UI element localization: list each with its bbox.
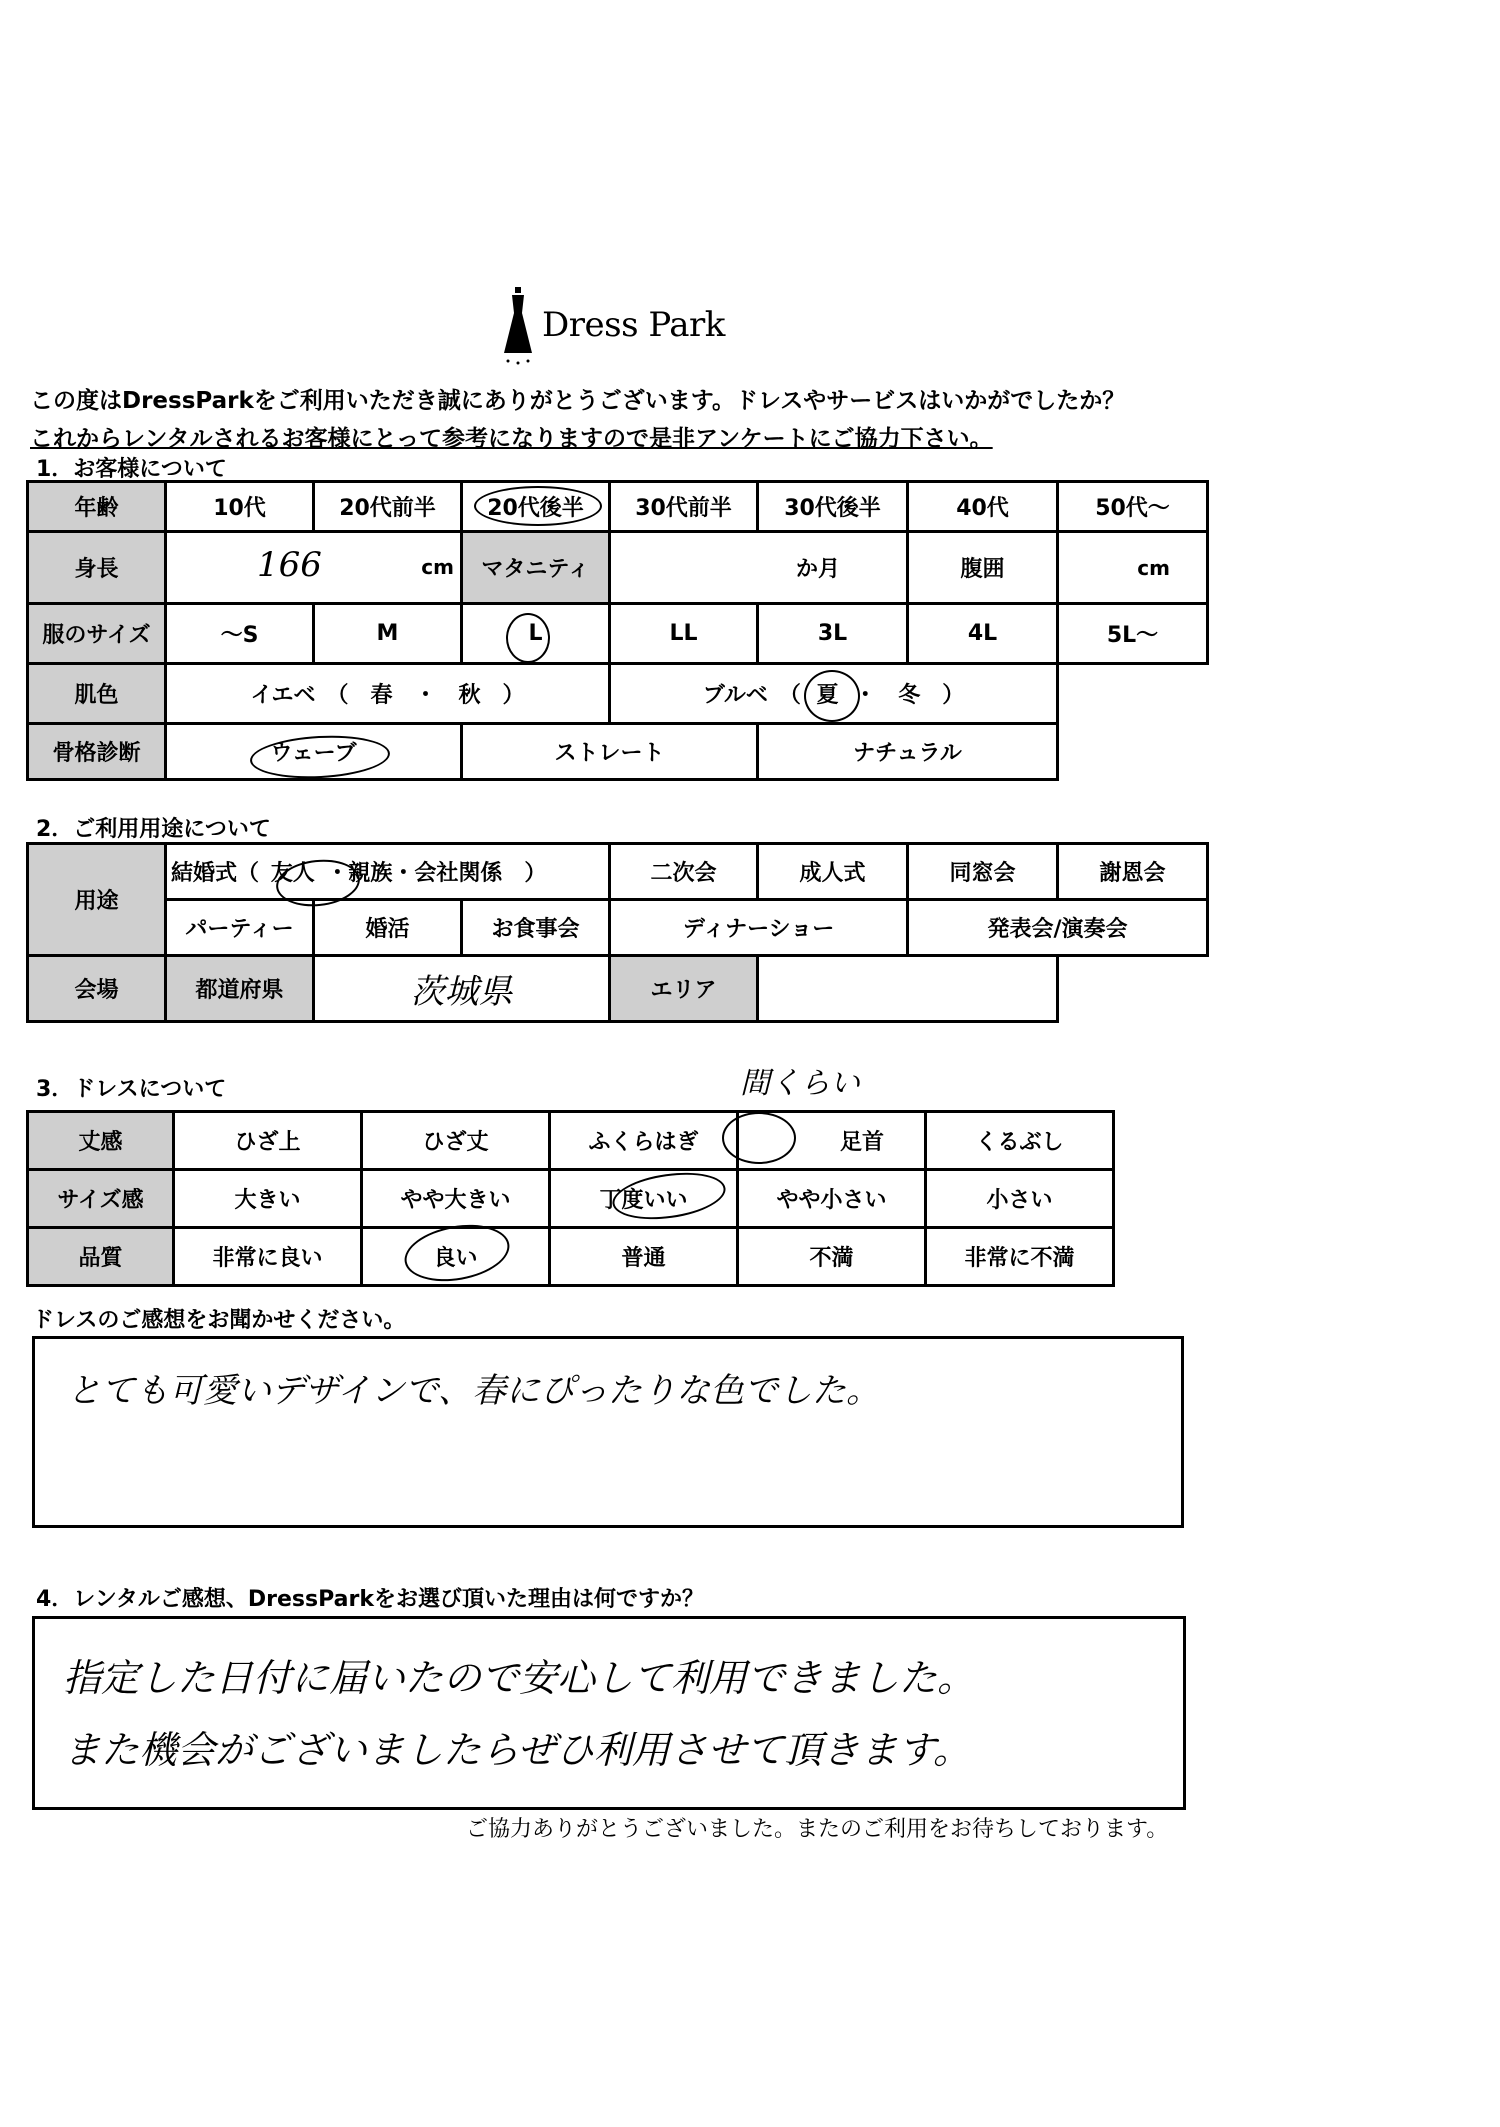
purpose-table [26,842,1209,1023]
purpose-option[interactable]: 同窓会 [908,844,1058,900]
length-option[interactable]: ひざ丈 [362,1112,550,1170]
age-option[interactable]: 40代 [908,482,1058,532]
age-option-selected[interactable]: 20代後半 [462,482,610,532]
impression-text: とても可愛いデザインで、春にぴったりな色でした。 [67,1371,880,1411]
maternity-months[interactable]: か月 [610,532,908,604]
fit-option[interactable]: やや小さい [738,1170,926,1228]
quality-option[interactable]: 不満 [738,1228,926,1286]
reason-line-1: 指定した日付に届いたので安心して利用できました。 [63,1656,976,1700]
size-label: 服のサイズ [28,604,166,664]
reason-line-2: また機会がございましたらぜひ利用させて頂きます。 [63,1728,971,1772]
section2-title: 2．ご利用用途について [36,817,271,842]
purpose-option[interactable]: 発表会/演奏会 [908,900,1208,956]
quality-option-selected[interactable]: 良い [362,1228,550,1286]
maternity-label: マタニティ [462,532,610,604]
frame-option[interactable]: ナチュラル [758,724,1058,780]
intro-line-2: これからレンタルされるお客様にとって参考になりますので是非アンケートにご協力下さい。 [30,426,993,452]
section3-title: 3．ドレスについて [36,1077,227,1102]
purpose-option[interactable]: パーティー [166,900,314,956]
intro-line-1: この度はDressParkをご利用いただき誠にありがとうございます。ドレスやサービスはいかがでしたか？ [30,388,1126,414]
skin-yellow[interactable]: イエベ （ 春 ・ 秋 ） [166,664,610,724]
dresspark-logo [498,283,748,373]
dress-icon [498,283,538,373]
length-option[interactable]: くるぶし [926,1112,1114,1170]
purpose-option[interactable]: お食事会 [462,900,610,956]
age-option[interactable]: 30代前半 [610,482,758,532]
purpose-option[interactable]: 成人式 [758,844,908,900]
frame-option[interactable]: ストレート [462,724,758,780]
frame-label: 骨格診断 [28,724,166,780]
dress-table [26,1110,1115,1287]
footer-thanks: ご協力ありがとうございました。またのご利用をお待ちしております。 [466,1817,1169,1842]
size-option-selected[interactable]: L [462,604,610,664]
fit-option[interactable]: 小さい [926,1170,1114,1228]
venue-label: 会場 [28,956,166,1022]
purpose-label: 用途 [28,844,166,956]
height-value: 166 [257,545,322,585]
length-option[interactable]: ひざ上 [174,1112,362,1170]
length-option[interactable]: 足首 [738,1112,926,1170]
skin-blue-suffix: ・ 冬 ） [854,683,965,708]
wedding-friend: 友人 [270,861,315,886]
size-option[interactable]: 3L [758,604,908,664]
length-label: 丈感 [28,1112,174,1170]
prefecture-label: 都道府県 [166,956,314,1022]
length-note: 間くらい [740,1066,860,1101]
wedding-suffix: ・親族・会社関係 ） [326,861,547,886]
age-option[interactable]: 30代後半 [758,482,908,532]
length-option[interactable]: ふくらはぎ [550,1112,738,1170]
size-option[interactable]: LL [610,604,758,664]
wedding-prefix: 結婚式（ [171,861,260,886]
size-option[interactable]: 5L～ [1058,604,1208,664]
purpose-option[interactable]: 二次会 [610,844,758,900]
quality-option[interactable]: 非常に不満 [926,1228,1114,1286]
age-option[interactable]: 20代前半 [314,482,462,532]
impression-box[interactable] [32,1336,1184,1528]
age-option[interactable]: 50代～ [1058,482,1208,532]
area-label: エリア [610,956,758,1022]
waist-label: 腹囲 [908,532,1058,604]
fit-option-selected[interactable]: 丁度いい [550,1170,738,1228]
size-option[interactable]: ～S [166,604,314,664]
logo-text: Dress Park [542,305,725,345]
quality-option[interactable]: 普通 [550,1228,738,1286]
purpose-option[interactable]: 婚活 [314,900,462,956]
fit-option[interactable]: 大きい [174,1170,362,1228]
size-option[interactable]: 4L [908,604,1058,664]
fit-label: サイズ感 [28,1170,174,1228]
purpose-option[interactable]: ディナーショー [610,900,908,956]
section4-title: 4．レンタルご感想、DressParkをお選び頂いた理由は何ですか？ [36,1587,704,1612]
customer-table [26,480,1209,781]
purpose-wedding[interactable] [166,844,610,900]
height-label: 身長 [28,532,166,604]
skin-label: 肌色 [28,664,166,724]
age-option[interactable]: 10代 [166,482,314,532]
section1-title: 1．お客様について [36,457,227,482]
area-field[interactable] [758,956,1058,1022]
skin-blue[interactable] [610,664,1058,724]
prefecture-field[interactable] [314,956,610,1022]
reason-box[interactable] [32,1616,1186,1810]
height-unit: cm [421,555,454,579]
skin-blue-summer: 夏 [816,683,839,708]
impression-prompt: ドレスのご感想をお聞かせください。 [32,1308,406,1333]
size-option[interactable]: M [314,604,462,664]
prefecture-value: 茨城県 [410,972,513,1012]
fit-option[interactable]: やや大きい [362,1170,550,1228]
purpose-option[interactable]: 謝恩会 [1058,844,1208,900]
quality-option[interactable]: 非常に良い [174,1228,362,1286]
frame-option-selected[interactable]: ウェーブ [166,724,462,780]
age-label: 年齢 [28,482,166,532]
skin-blue-prefix: ブルベ （ [702,683,801,708]
waist-unit[interactable]: cm [1058,532,1208,604]
height-field[interactable] [166,532,462,604]
quality-label: 品質 [28,1228,174,1286]
